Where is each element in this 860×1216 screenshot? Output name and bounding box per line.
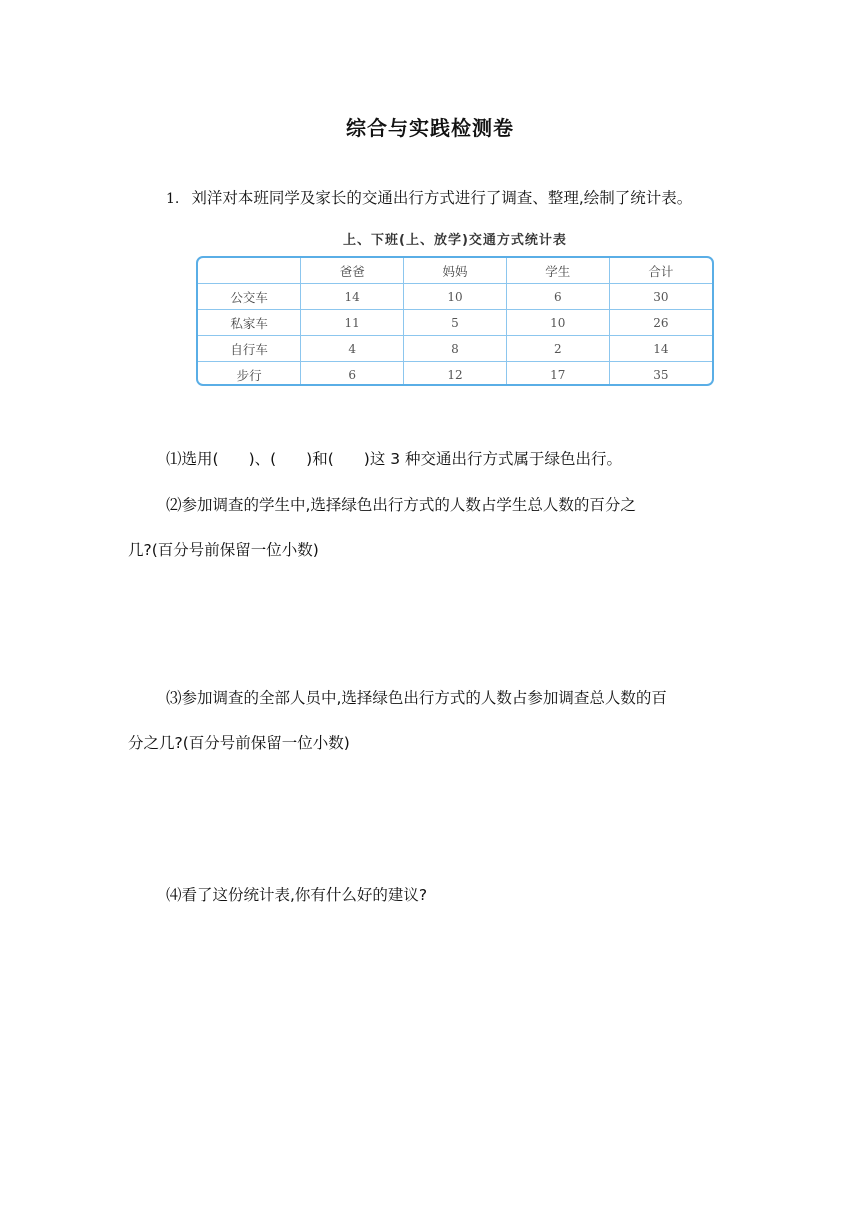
table-header-row (198, 258, 712, 284)
table-cell: 2 (506, 336, 609, 362)
question-1-text: 刘洋对本班同学及家长的交通出行方式进行了调查、整理,绘制了统计表。 (191, 189, 693, 207)
table-cell: 35 (609, 362, 712, 387)
table-row-label: 私家车 (198, 310, 301, 336)
table-cell: 5 (404, 310, 507, 336)
table-cell: 26 (609, 310, 712, 336)
sub-question-2-line-2: 几?(百分号前保留一位小数) (128, 541, 319, 559)
table-header-cell: 妈妈 (404, 258, 507, 284)
table-cell: 11 (301, 310, 404, 336)
sub-question-2-line-1: ⑵参加调查的学生中,选择绿色出行方式的人数占学生总人数的百分之 (166, 496, 636, 514)
table-header-cell: 合计 (609, 258, 712, 284)
table-cell: 6 (301, 362, 404, 387)
table-cell: 30 (609, 284, 712, 310)
sub-question-1-mid2: )和( (306, 450, 334, 468)
sub-question-1-suffix: )这 3 种交通出行方式属于绿色出行。 (363, 450, 623, 468)
table-caption: 上、下班(上、放学)交通方式统计表 (343, 233, 567, 248)
table-cell: 8 (404, 336, 507, 362)
question-1 (166, 186, 692, 208)
table-cell: 17 (506, 362, 609, 387)
table-cell: 12 (404, 362, 507, 387)
table-header-cell (198, 258, 301, 284)
sub-question-4: ⑷看了这份统计表,你有什么好的建议? (166, 886, 428, 904)
table-row (198, 336, 712, 362)
table-row (198, 284, 712, 310)
table-cell: 4 (301, 336, 404, 362)
page-title: 综合与实践检测卷 (346, 116, 514, 140)
table-cell: 14 (301, 284, 404, 310)
sub-question-1 (166, 447, 622, 469)
table-row-label: 步行 (198, 362, 301, 387)
table-row (198, 310, 712, 336)
sub-question-1-prefix: ⑴选用( (166, 450, 219, 468)
sub-question-3-line-1: ⑶参加调查的全部人员中,选择绿色出行方式的人数占参加调查总人数的百 (166, 689, 667, 707)
question-1-number: 1. (166, 191, 180, 207)
table-row (198, 362, 712, 387)
table-cell: 14 (609, 336, 712, 362)
statistics-table-frame (196, 256, 714, 386)
statistics-table (198, 258, 712, 386)
sub-question-1-mid1: )、( (248, 450, 277, 468)
sub-question-3-line-2: 分之几?(百分号前保留一位小数) (128, 734, 350, 752)
table-cell: 6 (506, 284, 609, 310)
table-row-label: 公交车 (198, 284, 301, 310)
table-cell: 10 (506, 310, 609, 336)
table-cell: 10 (404, 284, 507, 310)
table-header-cell: 爸爸 (301, 258, 404, 284)
table-row-label: 自行车 (198, 336, 301, 362)
table-header-cell: 学生 (506, 258, 609, 284)
